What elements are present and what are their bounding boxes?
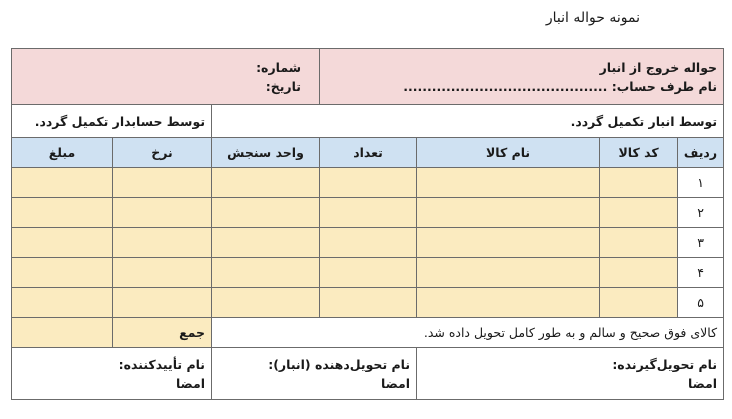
date-label: تاریخ: bbox=[265, 78, 302, 94]
table-row bbox=[12, 288, 724, 318]
cell-amount[interactable] bbox=[12, 258, 113, 288]
warehouse-slip-form bbox=[11, 48, 724, 400]
cell-item-code[interactable] bbox=[600, 198, 678, 228]
cell-unit[interactable] bbox=[212, 258, 320, 288]
cell-quantity[interactable] bbox=[320, 198, 417, 228]
cell-amount[interactable] bbox=[12, 288, 113, 318]
total-row bbox=[12, 318, 724, 348]
col-header-item-name: نام کالا bbox=[417, 138, 600, 168]
page-title: نمونه حواله انبار bbox=[545, 10, 640, 26]
column-header-row bbox=[12, 138, 724, 168]
cell-item-name[interactable] bbox=[417, 288, 600, 318]
cell-unit[interactable] bbox=[212, 198, 320, 228]
cell-quantity[interactable] bbox=[320, 228, 417, 258]
number-label: شماره: bbox=[256, 59, 302, 75]
table-row bbox=[12, 198, 724, 228]
cell-amount[interactable] bbox=[12, 168, 113, 198]
receiver-sign-label: امضا bbox=[688, 375, 718, 391]
deliverer-label: نام تحویل‌دهنده (انبار): bbox=[268, 356, 411, 372]
cell-rate[interactable] bbox=[113, 168, 212, 198]
table-row bbox=[12, 168, 724, 198]
table-row bbox=[12, 228, 724, 258]
cell-item-code[interactable] bbox=[600, 228, 678, 258]
row-number: ۳ bbox=[678, 228, 724, 258]
cell-rate[interactable] bbox=[113, 198, 212, 228]
warehouse-note: توسط انبار تکمیل گردد. bbox=[212, 105, 724, 138]
cell-rate[interactable] bbox=[113, 288, 212, 318]
cell-quantity[interactable] bbox=[320, 258, 417, 288]
cell-unit[interactable] bbox=[212, 168, 320, 198]
cell-item-name[interactable] bbox=[417, 168, 600, 198]
cell-item-name[interactable] bbox=[417, 228, 600, 258]
signature-row bbox=[12, 348, 724, 400]
cell-item-name[interactable] bbox=[417, 198, 600, 228]
cell-unit[interactable] bbox=[212, 288, 320, 318]
notes-row bbox=[12, 105, 724, 138]
deliverer-sign-label: امضا bbox=[381, 375, 411, 391]
header-right-block bbox=[12, 49, 320, 105]
cell-item-code[interactable] bbox=[600, 258, 678, 288]
receiver-label: نام تحویل‌گیرنده: bbox=[612, 356, 718, 372]
row-number: ۱ bbox=[678, 168, 724, 198]
approver-sign-label: امضا bbox=[175, 375, 206, 391]
approver-signature-box[interactable] bbox=[12, 348, 212, 400]
cell-amount[interactable] bbox=[12, 198, 113, 228]
doc-type: حواله خروج از انبار bbox=[599, 59, 718, 75]
receiver-signature-box[interactable] bbox=[417, 348, 724, 400]
cell-item-code[interactable] bbox=[600, 168, 678, 198]
col-header-row-number: ردیف bbox=[678, 138, 724, 168]
col-header-quantity: تعداد bbox=[320, 138, 417, 168]
col-header-rate: نرخ bbox=[113, 138, 212, 168]
row-number: ۵ bbox=[678, 288, 724, 318]
cell-amount[interactable] bbox=[12, 228, 113, 258]
total-label: جمع bbox=[113, 318, 212, 348]
header-left-block bbox=[320, 49, 724, 105]
row-number: ۲ bbox=[678, 198, 724, 228]
header-row bbox=[12, 49, 724, 105]
col-header-amount: مبلغ bbox=[12, 138, 113, 168]
cell-quantity[interactable] bbox=[320, 288, 417, 318]
cell-unit[interactable] bbox=[212, 228, 320, 258]
counterparty-field[interactable]: نام طرف حساب: ........................................... bbox=[403, 78, 718, 94]
total-amount-cell[interactable] bbox=[12, 318, 113, 348]
cell-item-name[interactable] bbox=[417, 258, 600, 288]
col-header-item-code: کد کالا bbox=[600, 138, 678, 168]
cell-rate[interactable] bbox=[113, 228, 212, 258]
col-header-unit: واحد سنجش bbox=[212, 138, 320, 168]
accountant-note: توسط حسابدار تکمیل گردد. bbox=[12, 105, 212, 138]
approver-label: نام تأییدکننده: bbox=[118, 356, 206, 372]
deliverer-signature-box[interactable] bbox=[212, 348, 417, 400]
cell-item-code[interactable] bbox=[600, 288, 678, 318]
table-row bbox=[12, 258, 724, 288]
cell-quantity[interactable] bbox=[320, 168, 417, 198]
delivery-statement: کالای فوق صحیح و سالم و به طور کامل تحویل داده شد. bbox=[212, 318, 724, 348]
cell-rate[interactable] bbox=[113, 258, 212, 288]
row-number: ۴ bbox=[678, 258, 724, 288]
